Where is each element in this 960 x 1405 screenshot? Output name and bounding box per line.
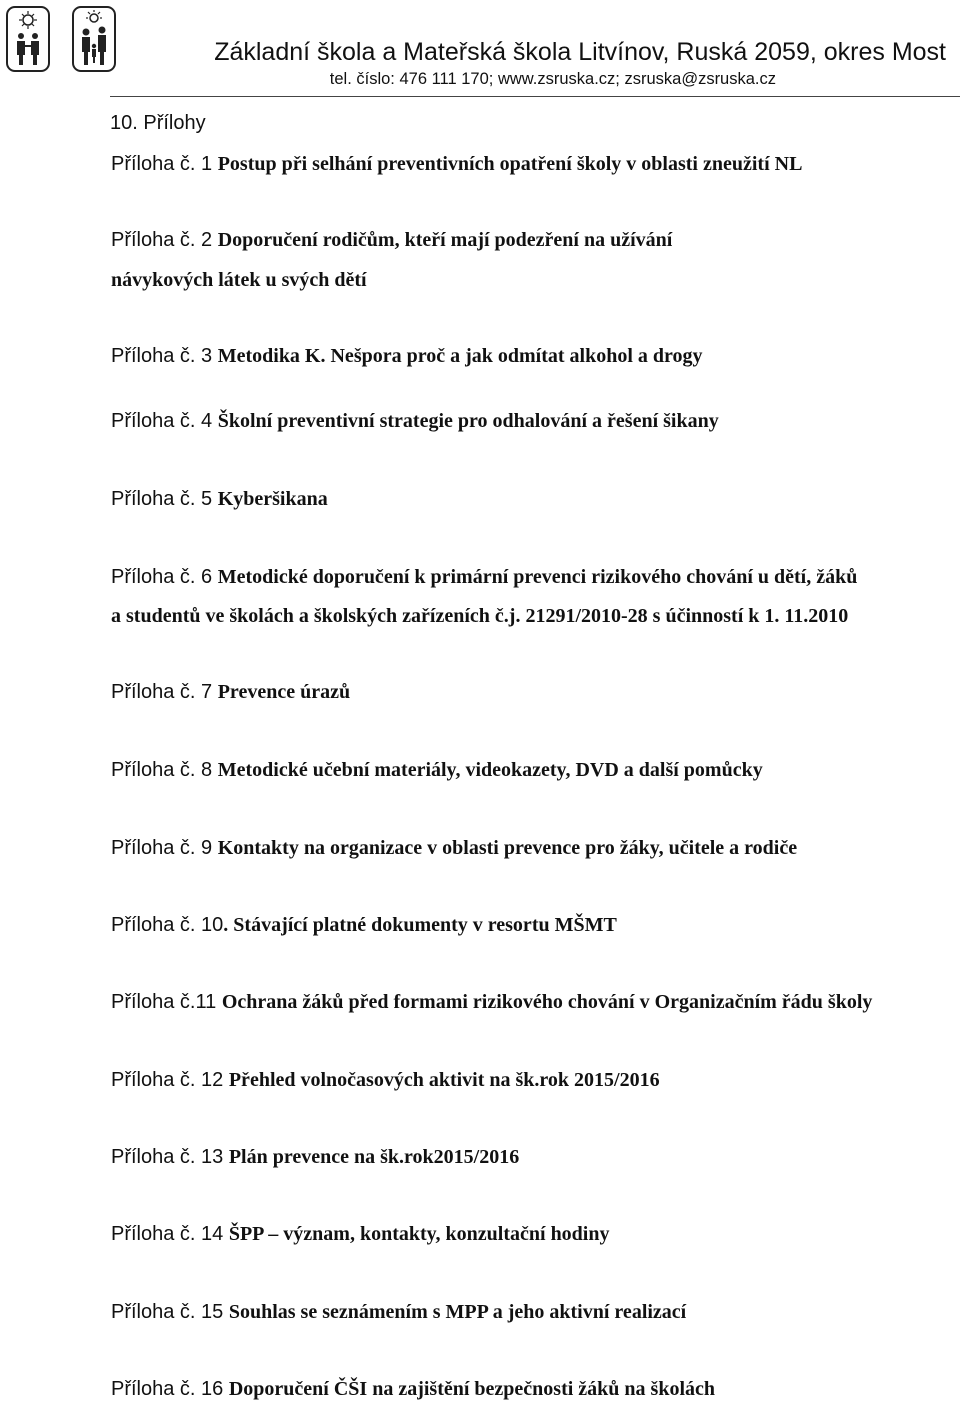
attachment-title: Metodika K. Nešpora proč a jak odmítat alkohol a drogy bbox=[217, 345, 703, 367]
attachment-label: Příloha č. 5 bbox=[111, 488, 218, 510]
attachment-label: Příloha č. 13 bbox=[111, 1146, 229, 1168]
attachment-label: Příloha č. 4 bbox=[111, 410, 218, 432]
attachment-item bbox=[111, 152, 802, 176]
attachment-label: Příloha č. 6 bbox=[111, 566, 218, 588]
attachment-title: Ochrana žáků před formami rizikového chování v Organizačním řádu školy bbox=[221, 991, 873, 1013]
attachment-title-continued: návykových látek u svých dětí bbox=[111, 269, 367, 291]
attachment-item bbox=[111, 990, 872, 1014]
attachment-label: Příloha č. 7 bbox=[111, 681, 218, 703]
attachment-title-continued: a studentů ve školách a školských zařízeních č.j. 21291/2010-28 s účinností k 1. 11.2010 bbox=[111, 605, 849, 627]
attachment-title: Školní preventivní strategie pro odhalování a řešení šikany bbox=[217, 410, 719, 432]
attachment-title: Souhlas se seznámením s MPP a jeho aktivní realizací bbox=[228, 1301, 687, 1323]
attachment-item bbox=[111, 344, 703, 368]
attachment-item bbox=[111, 913, 617, 937]
section-title: 10. Přílohy bbox=[110, 112, 206, 134]
attachment-item bbox=[111, 487, 328, 511]
school-logo-icon bbox=[72, 6, 116, 72]
attachment-item bbox=[111, 228, 672, 252]
attachment-title: Plán prevence na šk.rok2015/2016 bbox=[228, 1146, 520, 1168]
school-logo-icon bbox=[6, 6, 50, 72]
attachment-item bbox=[111, 1300, 686, 1324]
attachment-title: Postup při selhání preventivních opatření školy v oblasti zneužití NL bbox=[217, 153, 803, 175]
attachment-title: ŠPP – význam, kontakty, konzultační hodiny bbox=[228, 1223, 610, 1245]
attachment-title: Metodické učební materiály, videokazety, DVD a další pomůcky bbox=[217, 759, 763, 781]
attachment-label: Příloha č. 3 bbox=[111, 345, 218, 367]
attachment-item bbox=[111, 409, 719, 433]
header-divider bbox=[110, 96, 960, 97]
attachment-item bbox=[111, 1068, 660, 1092]
attachment-label: Příloha č. 9 bbox=[111, 837, 218, 859]
attachment-label: Příloha č. 16 bbox=[111, 1378, 229, 1400]
attachment-item bbox=[111, 836, 797, 860]
attachment-item bbox=[111, 1377, 715, 1401]
attachment-item bbox=[111, 565, 857, 589]
attachment-item bbox=[111, 680, 350, 704]
attachment-title: . Stávající platné dokumenty v resortu MŠMT bbox=[223, 914, 617, 936]
attachment-label: Příloha č.11 bbox=[111, 991, 222, 1013]
attachment-title: Kyberšikana bbox=[217, 488, 328, 510]
attachment-label: Příloha č. 15 bbox=[111, 1301, 229, 1323]
attachment-label: Příloha č. 1 bbox=[111, 153, 218, 175]
attachment-label: Příloha č. 2 bbox=[111, 229, 218, 251]
attachment-title: Kontakty na organizace v oblasti prevence pro žáky, učitele a rodiče bbox=[217, 837, 798, 859]
school-name: Základní škola a Mateřská škola Litvínov, Ruská 2059, okres Most bbox=[214, 38, 946, 66]
attachment-title: Prevence úrazů bbox=[217, 681, 351, 703]
attachment-title: Doporučení ČŠI na zajištění bezpečnosti žáků na školách bbox=[228, 1378, 715, 1400]
attachment-label: Příloha č. 14 bbox=[111, 1223, 229, 1245]
attachment-title: Metodické doporučení k primární prevenci rizikového chování u dětí, žáků bbox=[217, 566, 858, 588]
attachment-label: Příloha č. 8 bbox=[111, 759, 218, 781]
attachment-item bbox=[111, 758, 763, 782]
attachment-label: Příloha č. 10 bbox=[111, 914, 224, 936]
attachment-title: Doporučení rodičům, kteří mají podezření na užívání bbox=[217, 229, 673, 251]
attachment-label: Příloha č. 12 bbox=[111, 1069, 229, 1091]
school-contact: tel. číslo: 476 111 170; www.zsruska.cz; zsruska@zsruska.cz bbox=[329, 70, 776, 88]
attachment-item bbox=[111, 1145, 519, 1169]
attachment-item bbox=[111, 1222, 610, 1246]
attachment-title: Přehled volnočasových aktivit na šk.rok 2015/2016 bbox=[228, 1069, 660, 1091]
